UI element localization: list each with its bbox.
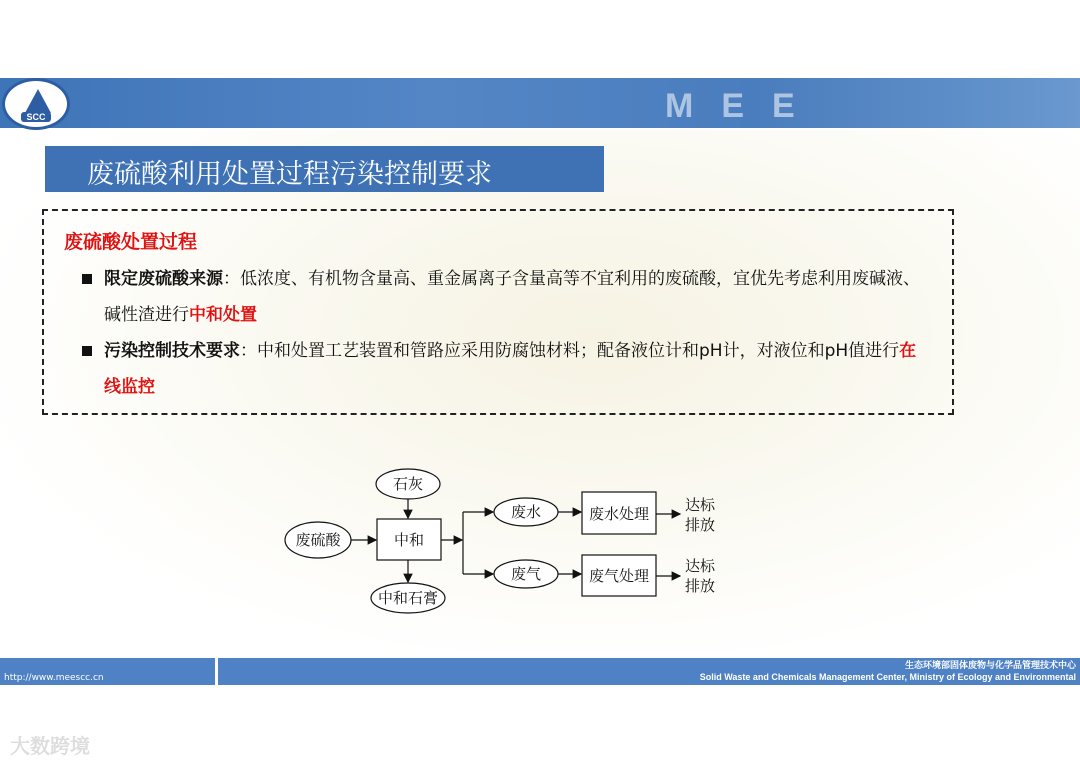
label-acid: 废硫酸: [295, 531, 341, 549]
banner-logo-text: MEE: [665, 87, 823, 125]
label-wastewater-treat: 废水处理: [588, 505, 650, 523]
label-discharge: 达标: [684, 557, 716, 575]
label-gypsum: 中和石膏: [377, 589, 439, 607]
label-neutralize: 中和: [393, 531, 425, 549]
watermark: 大数跨境: [10, 734, 90, 758]
bullet-source: 限定废硫酸来源：低浓度、有机物含量高、重金属离子含量高等不宜利用的废硫酸，宜优先考虑利用废碱液、碱性渣进行中和处置: [104, 261, 924, 333]
label-lime: 石灰: [392, 475, 424, 493]
label-wastegas-treat: 废气处理: [588, 567, 650, 585]
bullet-control: 污染控制技术要求：中和处置工艺装置和管路应采用防腐蚀材料；配备液位计和pH计，对液位和pH值进行在线监控: [104, 333, 924, 405]
scc-logo: SCC: [2, 78, 70, 130]
label-wastewater: 废水: [510, 503, 542, 521]
label-discharge: 排放: [684, 516, 716, 534]
footer-org: 生态环境部固体废物与化学品管理技术中心 Solid Waste and Chemicals Management Center, Ministry of Ecology and Environmental: [699, 660, 1076, 682]
footer-divider: [215, 658, 218, 685]
label-wastegas: 废气: [510, 565, 542, 583]
label-discharge: 排放: [684, 577, 716, 595]
label-discharge: 达标: [684, 496, 716, 514]
footer-url[interactable]: http://www.meescc.cn: [4, 673, 104, 683]
section-heading: 废硫酸处置过程: [64, 231, 198, 253]
footer-bar: [0, 658, 1080, 685]
slide-title: 废硫酸利用处置过程污染控制要求: [45, 146, 604, 192]
